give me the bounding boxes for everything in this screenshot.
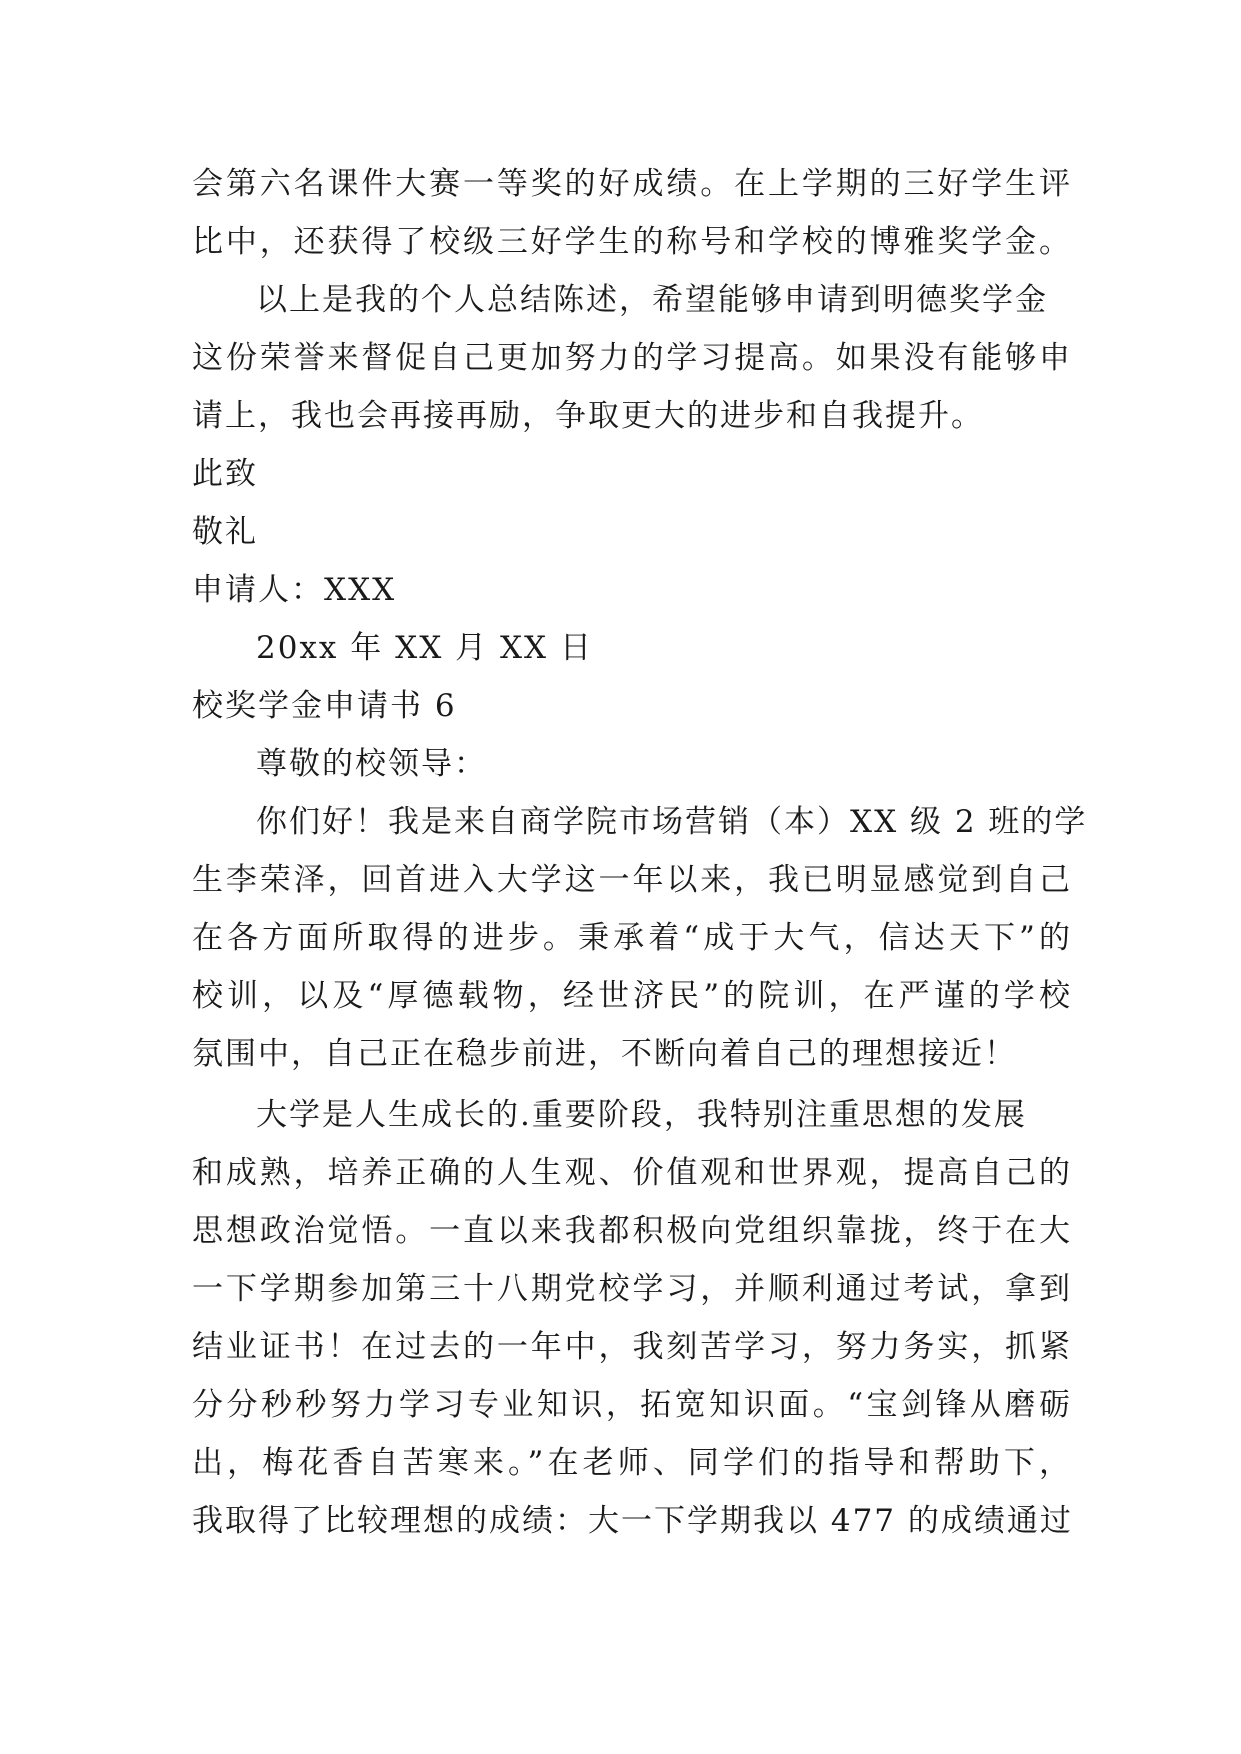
text-line: 大学是人生成长的.重要阶段，我特别注重思想的发展 — [256, 1097, 1027, 1133]
text-line: 你们好！我是来自商学院市场营销（本）XX 级 2 班的学 — [256, 804, 1088, 840]
text-line: 以上是我的个人总结陈述，希望能够申请到明德奖学金 — [256, 282, 1048, 318]
text-line: 会第六名课件大赛一等奖的好成绩。在上学期的三好学生评 — [192, 166, 1072, 202]
text-line: 生李荣泽，回首进入大学这一年以来，我已明显感觉到自己 — [192, 862, 1072, 898]
text-line: 校训，以及“厚德载物，经世济民”的院训，在严谨的学校 — [192, 978, 1072, 1014]
text-line: 出，梅花香自苦寒来。”在老师、同学们的指导和帮助下， — [192, 1445, 1072, 1481]
text-line: 在各方面所取得的进步。秉承着“成于大气，信达天下”的 — [192, 920, 1072, 956]
section-title: 校奖学金申请书 6 — [192, 688, 457, 724]
text-line: 和成熟，培养正确的人生观、价值观和世界观，提高自己的 — [192, 1155, 1072, 1191]
text-line: 请上，我也会再接再励，争取更大的进步和自我提升。 — [192, 398, 984, 434]
text-line: 一下学期参加第三十八期党校学习，并顺利通过考试，拿到 — [192, 1271, 1072, 1307]
text-line: 比中，还获得了校级三好学生的称号和学校的博雅奖学金。 — [192, 224, 1072, 260]
salutation-line: 此致 — [192, 456, 258, 492]
greeting-line: 尊敬的校领导： — [256, 746, 487, 782]
text-line: 分分秒秒努力学习专业知识，拓宽知识面。“宝剑锋从磨砺 — [192, 1387, 1072, 1423]
closing-line: 敬礼 — [192, 514, 258, 550]
applicant-line: 申请人：XXX — [192, 572, 397, 608]
text-line: 我取得了比较理想的成绩：大一下学期我以 477 的成绩通过 — [192, 1503, 1073, 1539]
text-line: 结业证书！在过去的一年中，我刻苦学习，努力务实，抓紧 — [192, 1329, 1072, 1365]
text-line: 这份荣誉来督促自己更加努力的学习提高。如果没有能够申 — [192, 340, 1072, 376]
text-line: 思想政治觉悟。一直以来我都积极向党组织靠拢，终于在大 — [192, 1213, 1072, 1249]
text-line: 氛围中，自己正在稳步前进，不断向着自己的理想接近！ — [192, 1036, 1017, 1072]
date-line: 20xx 年 XX 月 XX 日 — [256, 630, 593, 666]
